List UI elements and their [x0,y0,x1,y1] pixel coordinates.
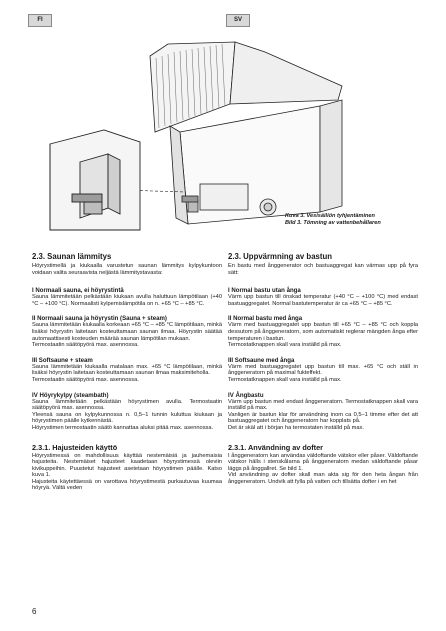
mode-2-text: Värm med bastuaggregatet upp bastun till +65 °C – +85 °C och koppla dessutom på ånggeneratorn, som automatiskt reglerar mängden ånga efter temperaturen i bastun. [228,322,418,342]
language-tab-sv: SV [226,14,250,27]
mode-1-text: Värm upp bastun till önskad temperatur (+40 °C – +100 °C) med endast bastuaggregatet. Normal bastutemperatur är ca +65 °C – +85 °C. [228,294,418,307]
steam-generator-illustration [20,34,430,232]
subsection-text-2: Vid användning av dofter skall man akta sig för den heta ångan från ånggeneratorn. Undvik att fylla på vatten och tillsätta dofter i en het [228,472,418,485]
mode-4-text: Sauna lämmitetään pelkästään höyrystimen avulla. Termostaatin säätöpyörä max. asennossa. [32,398,222,412]
page-number: 6 [32,607,37,616]
mode-1-text: Sauna lämmitetään pelkästään kiukaan avulla haluttuun lämpötilaan (+40 °C – +100 °C). Normaalisti kylpemislämpötila on n. +65 °C – +85 °C. [32,294,222,307]
subsection-heading: 2.3.1. Hajusteiden käyttö [32,442,118,452]
mode-4-text-3: Det är skäl att i början ha termostaten inställd på max. [228,424,364,431]
mode-4-title: IV Höyrykylpy (steambath) [32,391,109,399]
language-tab-fi: FI [28,14,52,27]
subsection-text: I ånggeneratorn kan användas väldoftande vätskor eller påser. Väldoftande vätskor hälls i stenskålarna på ånggeneratorn medan väldoftande påsar läggs på ånggallret. Se bild 1. [228,452,418,472]
finnish-column [32,252,222,492]
mode-3-title: III Softsaune + steam [32,356,93,364]
intro-text: Höyrystimellä ja kiukaalla varustetun saunan lämmitys kylpykuntoon voidaan valita seuraavista neljästä lämmitystavasta: [32,263,222,276]
mode-4-text: Värm upp bastun med endast ånggeneratorn. Termostatknappen skall vara inställd på max. [228,398,418,412]
section-heading: 2.3. Uppvärmning av bastun [228,252,332,261]
mode-2-text: Sauna lämmitetään kiukaalla korkeaan +65 °C – +85 °C lämpötilaan, minkä lisäksi höyrystin laitetaan kosteuttamaan saunan ilmaa. Höyrystin säätää automaattisesti kosteuden määrää saunan lämpötilan mukaan. [32,322,222,342]
mode-4-text-3: Höyrystimen termostaatin säätö kannattaa aluksi pitää max. asennossa. [32,424,214,431]
subsection-heading: 2.3.1. Användning av dofter [228,442,324,452]
mode-4-text-2: Vanligen är bastun klar för användning inom ca 0,5–1 timme efter det att bastuaggregatet och ånggeneratorn har kopplats på. [228,411,418,425]
section-heading: 2.3. Saunan lämmitys [32,252,112,261]
figure-caption [285,213,435,227]
subsection-text-2: Hajusteita käytettäessä on varottava höyrystimestä purkautuvaa kuumaa höyryä. Vältä veden [32,478,222,492]
mode-3-text-2: Termostaatin säätöpyörä max. asennossa. [32,376,139,383]
subsection-text: Höyrystimessä on mahdollisuus käyttää nestemäisiä ja jauhemaisia hajusteita. Nestemäiset hajusteet kaadetaan höyrystimessä oleviin kivikuppeihin. Puustetut hajusteet asetetaan höyrystimen päälle. Katso kuva 1. [32,452,222,479]
mode-2-text-2: Termostaatin säätöpyörä max. asennossa. [32,342,139,349]
figure-caption-sv: Bild 3. Tömning av vattenbehållaren [285,220,381,226]
mode-3-title: III Softsaune med ånga [228,356,295,364]
mode-4-text-2: Yleensä sauna on kylpykunnossa n. 0,5–1 tunnin kuluttua kiukaan ja höyrystimen päälle kytkennästä. [32,411,222,425]
mode-3-text: Värm med bastuaggregatet upp bastun till max. +65 °C och ställ in ånggeneratorn på maximal fukteffekt. [228,363,418,377]
mode-1-title: I Normaali sauna, ei höyrystintä [32,287,124,295]
figure-caption-fi: Kuva 3. Vesisäiliön tyhjentäminen [285,213,375,219]
mode-1-title: I Normal bastu utan ånga [228,287,301,295]
mode-4-title: IV Ångbastu [228,391,264,399]
mode-2-title: II Normal bastu med ånga [228,315,303,323]
mode-2-title: II Normaali sauna ja höyrystin (Sauna + steam) [32,315,167,323]
intro-text: En bastu med ånggenerator och bastuaggregat kan värmas upp på fyra sätt: [228,263,418,276]
swedish-column [228,252,418,485]
mode-2-text-2: Termostatknappen skall vara inställd på max. [228,342,342,349]
mode-3-text: Sauna lämmitetään kiukaalla matalaan max. +65 °C lämpötilaan, minkä lisäksi höyrystin laitetaan kosteuttamaan saunan ilmaa maksimiteholla. [32,363,222,377]
mode-3-text-2: Termostatknappen skall vara inställd på max. [228,376,342,383]
